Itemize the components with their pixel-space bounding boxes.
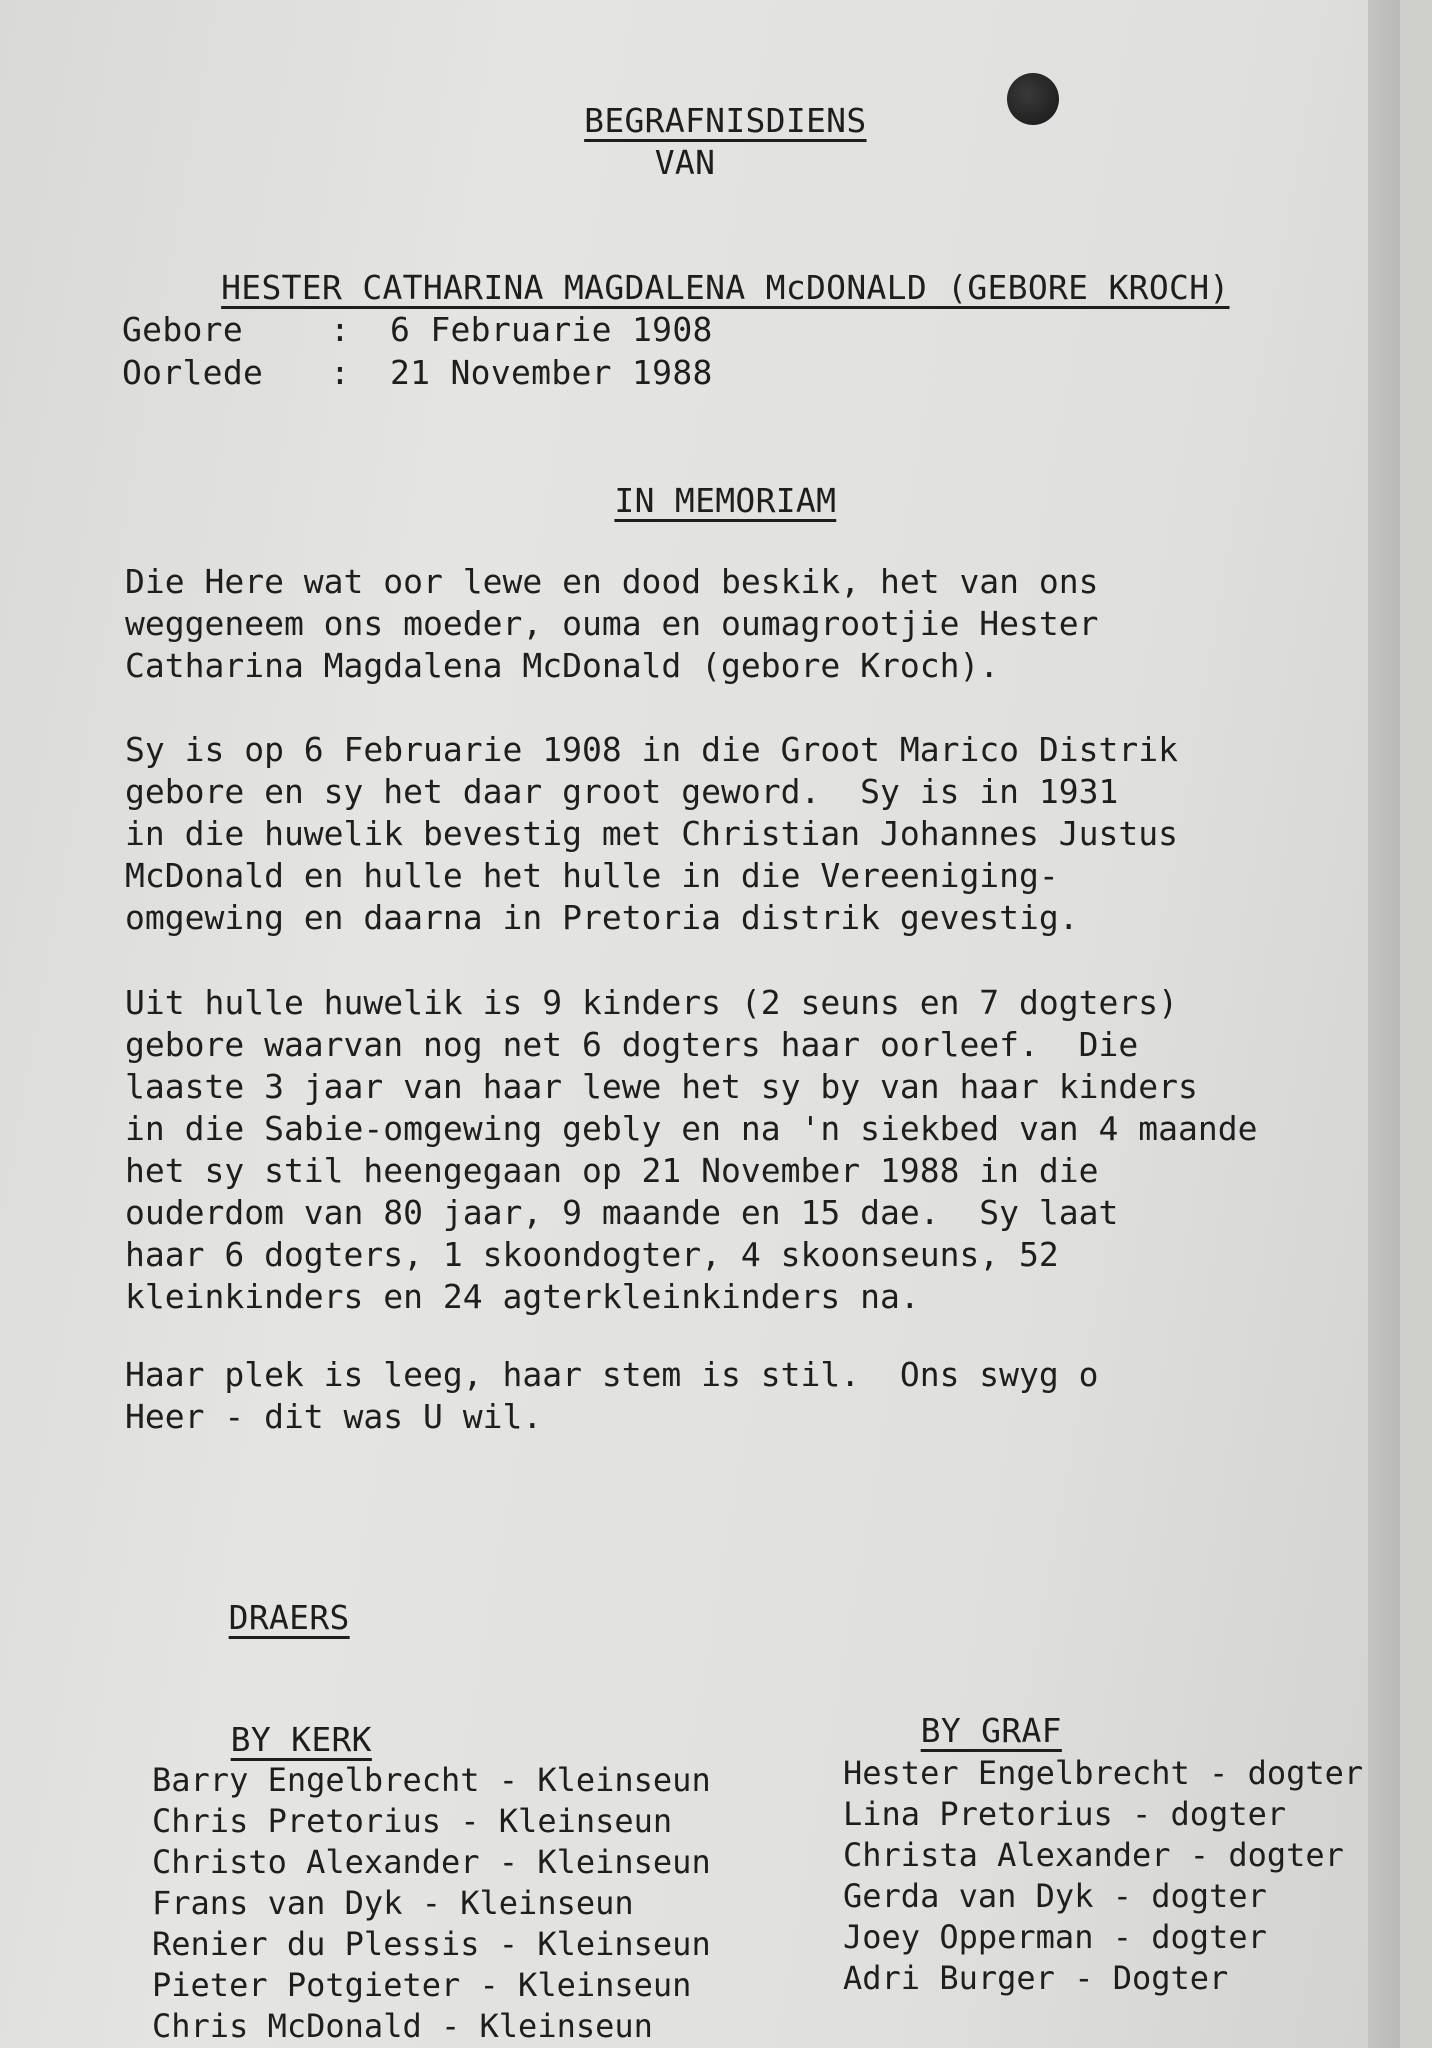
death-date: 21 November 1988: [390, 353, 713, 392]
list-item: Christo Alexander - Kleinseun: [152, 1843, 711, 1881]
paragraph-line: ouderdom van 80 jaar, 9 maande en 15 dae. Sy laat: [125, 1193, 1119, 1232]
paragraph-line: omgewing en daarna in Pretoria distrik gevestig.: [125, 898, 1079, 937]
paragraph-line: Catharina Magdalena McDonald (gebore Kroch).: [125, 646, 1000, 685]
memoriam-heading: [0, 438, 1370, 564]
memoriam-paragraph-3: [125, 982, 1257, 1318]
deceased-name-text: HESTER CATHARINA MAGDALENA McDONALD (GEBORE KROCH): [221, 268, 1230, 307]
page-edge: [1368, 0, 1400, 2048]
church-bearers-list: [152, 1760, 711, 2047]
list-item: Chris McDonald - Kleinseun: [152, 2007, 653, 2045]
paragraph-line: kleinkinders en 24 agterkleinkinders na.: [125, 1277, 920, 1316]
list-item: Lina Pretorius - dogter: [843, 1795, 1287, 1833]
paragraph-line: laaste 3 jaar van haar lewe het sy by van haar kinders: [125, 1067, 1198, 1106]
birth-date: 6 Februarie 1908: [390, 310, 713, 349]
list-item: Gerda van Dyk - dogter: [843, 1877, 1267, 1915]
memoriam-heading-text: IN MEMORIAM: [614, 481, 837, 520]
paragraph-line: Sy is op 6 Februarie 1908 in die Groot Marico Distrik: [125, 730, 1178, 769]
paragraph-line: Haar plek is leeg, haar stem is stil. Ons swyg o: [125, 1355, 1099, 1394]
death-label: Oorlede: [122, 353, 264, 392]
list-item: Frans van Dyk - Kleinseun: [152, 1884, 634, 1922]
list-item: Hester Engelbrecht - dogter: [843, 1754, 1364, 1792]
bearers-heading-text: DRAERS: [228, 1598, 350, 1637]
paragraph-line: haar 6 dogters, 1 skoondogter, 4 skoonseuns, 52: [125, 1235, 1059, 1274]
list-item: Chris Pretorius - Kleinseun: [152, 1802, 673, 1840]
bearers-heading: [148, 1555, 350, 1681]
paragraph-line: McDonald en hulle het hulle in die Vereeniging-: [125, 856, 1059, 895]
paragraph-line: het sy stil heengegaan op 21 November 1988 in die: [125, 1151, 1099, 1190]
death-separator: :: [330, 353, 351, 392]
memoriam-paragraph-2: [125, 729, 1178, 939]
birth-separator: :: [330, 310, 351, 349]
list-item: Renier du Plessis - Kleinseun: [152, 1925, 711, 1963]
grave-bearers-list: [843, 1753, 1363, 1999]
paragraph-line: gebore en sy het daar groot geword. Sy is in 1931: [125, 772, 1119, 811]
paragraph-line: Heer - dit was U wil.: [125, 1397, 543, 1436]
paragraph-line: Uit hulle huwelik is 9 kinders (2 seuns en 7 dogters): [125, 983, 1178, 1022]
list-item: Barry Engelbrecht - Kleinseun: [152, 1761, 711, 1799]
memoriam-paragraph-1: [125, 561, 1099, 687]
memoriam-paragraph-4: [125, 1354, 1099, 1438]
list-item: Christa Alexander - dogter: [843, 1836, 1344, 1874]
van-line: VAN: [654, 143, 716, 182]
list-item: Adri Burger - Dogter: [843, 1959, 1229, 1997]
paragraph-line: in die huwelik bevestig met Christian Johannes Justus: [125, 814, 1178, 853]
list-item: Joey Opperman - dogter: [843, 1918, 1267, 1956]
birth-label: Gebore: [122, 310, 244, 349]
church-heading-text: BY KERK: [230, 1720, 372, 1759]
paragraph-line: in die Sabie-omgewing gebly en na 'n siekbed van 4 maande: [125, 1109, 1258, 1148]
paragraph-line: weggeneem ons moeder, ouma en oumagrootjie Hester: [125, 604, 1099, 643]
grave-heading-text: BY GRAF: [920, 1711, 1062, 1750]
paragraph-line: Die Here wat oor lewe en dood beskik, het van ons: [125, 562, 1099, 601]
list-item: Pieter Potgieter - Kleinseun: [152, 1966, 692, 2004]
title-text: BEGRAFNISDIENS: [584, 101, 867, 140]
paragraph-line: gebore waarvan nog net 6 dogters haar oorleef. Die: [125, 1025, 1139, 1064]
